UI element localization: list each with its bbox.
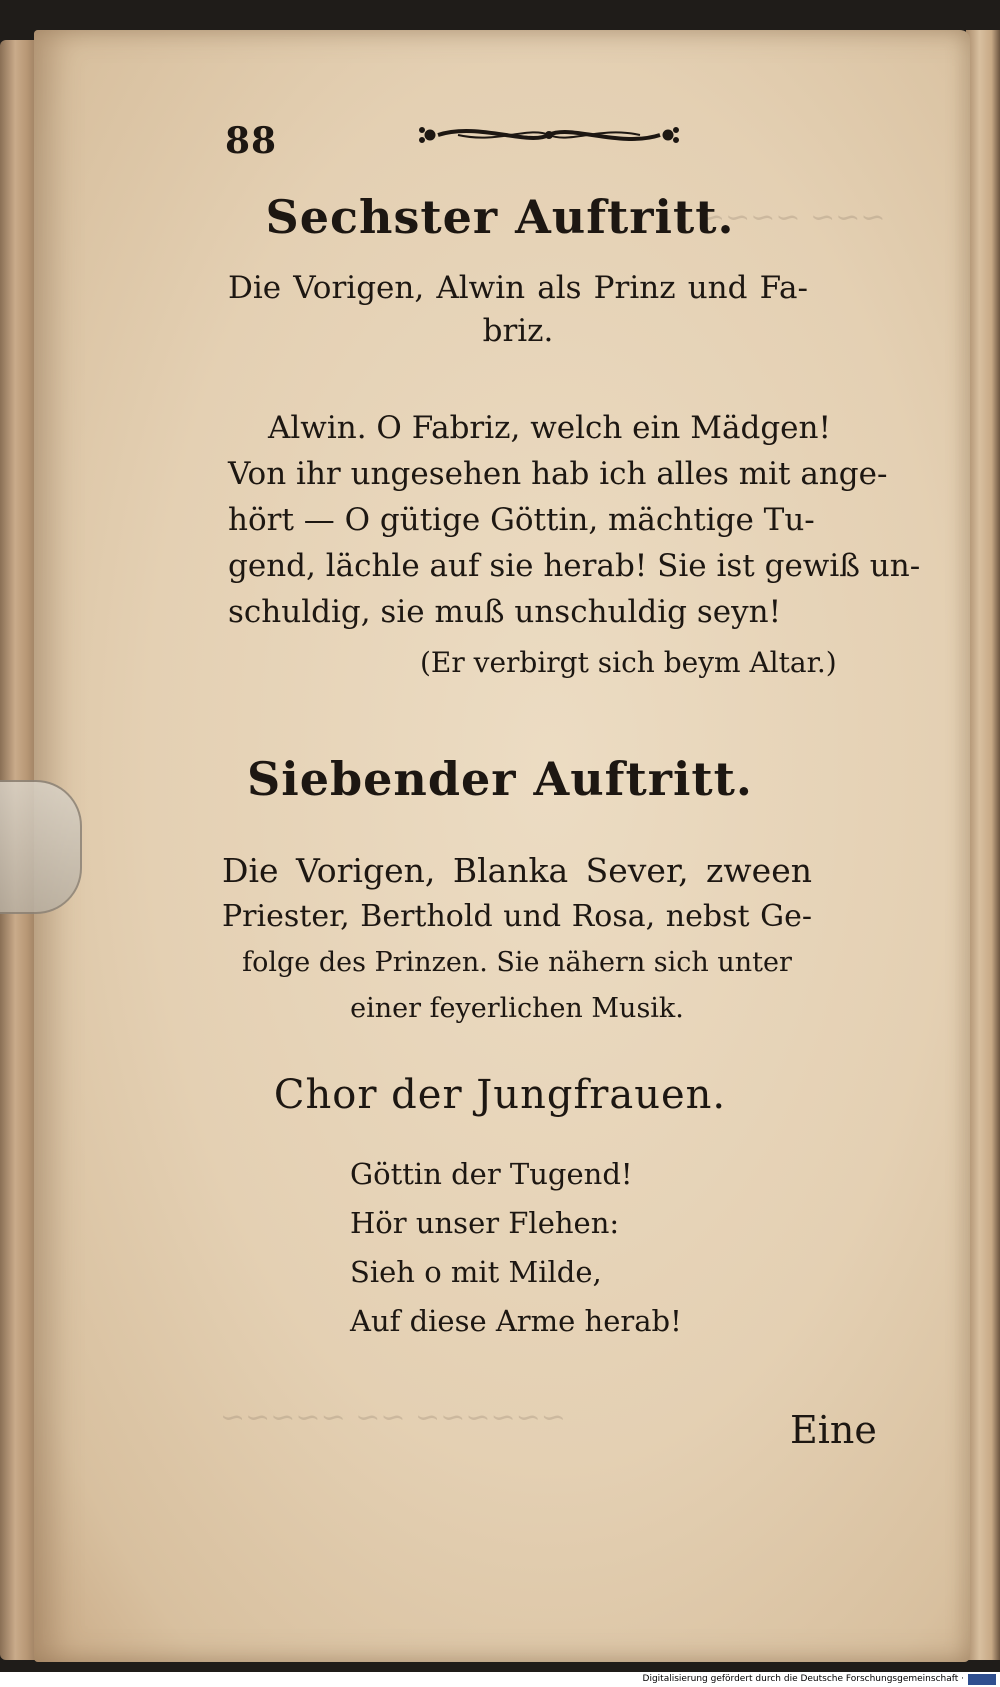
text-line: Von ihr ungesehen hab ich alles mit ange- bbox=[228, 456, 888, 492]
catchword: Eine bbox=[790, 1408, 877, 1452]
scene-six-heading: Sechster Auftritt. bbox=[265, 190, 735, 244]
text-line: Die Vorigen, Alwin als Prinz und Fa- bbox=[228, 270, 808, 306]
verse-line: Göttin der Tugend! bbox=[350, 1157, 633, 1191]
ornament-icon bbox=[418, 118, 680, 152]
stage-direction: (Er verbirgt sich beym Altar.) bbox=[420, 646, 837, 679]
verse-line: Hör unser Flehen: bbox=[350, 1206, 620, 1240]
dfg-logo bbox=[968, 1674, 996, 1685]
text-line: hört — O gütige Göttin, mächtige Tu- bbox=[228, 502, 815, 538]
alwin-speech bbox=[228, 405, 921, 635]
bleed-through: ~~~ ~~~~ bbox=[700, 200, 886, 235]
footer-text: Digitalisierung gefördert durch die Deutsche Forschungsgemeinschaft · bbox=[642, 1674, 964, 1684]
scene-six-cast bbox=[228, 265, 808, 351]
text-line: einer feyerlichen Musik. bbox=[350, 993, 684, 1024]
text-line: folge des Prinzen. Sie nähern sich unter bbox=[242, 947, 792, 978]
digitization-footer bbox=[0, 1672, 1000, 1687]
scene-seven-cast bbox=[222, 848, 812, 1032]
text-line: Priester, Berthold und Rosa, nebst Ge- bbox=[222, 899, 812, 934]
book-right-edge bbox=[966, 30, 1000, 1660]
bleed-through: ~~~~~~ ~~ ~~~~~ bbox=[220, 1400, 566, 1435]
scene-seven-heading: Siebender Auftritt. bbox=[247, 752, 753, 806]
verse-line: Sieh o mit Milde, bbox=[350, 1255, 602, 1289]
text-line: briz. bbox=[482, 313, 554, 349]
chorus-verse bbox=[350, 1150, 750, 1346]
text-line: schuldig, sie muß unschuldig seyn! bbox=[228, 594, 782, 630]
page-number: 88 bbox=[225, 120, 278, 162]
verse-line: Auf diese Arme herab! bbox=[350, 1304, 682, 1338]
text-line: gend, lächle auf sie herab! Sie ist gewiß un- bbox=[228, 548, 921, 584]
chorus-heading: Chor der Jungfrauen. bbox=[273, 1072, 727, 1118]
text-line: Alwin. O Fabriz, welch ein Mädgen! bbox=[268, 410, 831, 446]
text-line: Die Vorigen, Blanka Sever, zween bbox=[222, 851, 812, 890]
